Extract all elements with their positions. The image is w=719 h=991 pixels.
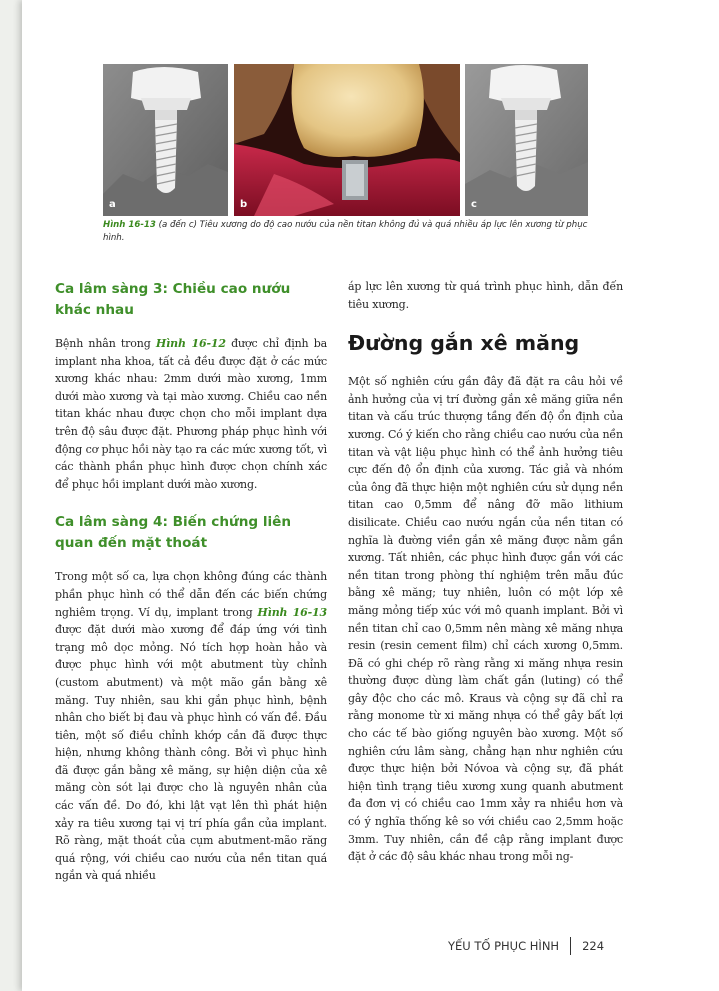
- section-heading-cement-line: Đường gắn xê măng: [348, 331, 580, 356]
- case4-text-before: Trong một số ca, lựa chọn không đúng các thành phần phục hình có thể dẫn đến các biến chứng nghiêm trọng. Ví dụ, implant trong: [55, 570, 327, 619]
- figure-panel-b-clinical-photo: [234, 64, 460, 216]
- panel-letter-a: a: [109, 199, 116, 210]
- panel-letter-c: c: [471, 199, 477, 210]
- panel-letter-b: b: [240, 199, 248, 210]
- caption-text: (a đến c) Tiêu xương do độ cao nướu của nền titan không đủ và quá nhiều áp lực lên xương từ phục hình.: [103, 220, 588, 243]
- right-column: [348, 278, 623, 866]
- case4-paragraph: [55, 568, 327, 885]
- case4-heading: Ca lâm sàng 4: Biến chứng liên quan đến mặt thoát: [55, 514, 292, 552]
- figure-caption: [103, 219, 588, 245]
- footer-divider: [570, 937, 571, 955]
- case3-heading: Ca lâm sàng 3: Chiều cao nướu khác nhau: [55, 281, 291, 318]
- case3-text-before: Bệnh nhân trong: [55, 337, 156, 350]
- page-footer: [448, 937, 604, 955]
- page-number: 224: [582, 939, 605, 953]
- figure-panel-a-radiograph: [103, 64, 228, 216]
- case3-figure-ref: Hình 16-12: [155, 337, 226, 350]
- continuation-paragraph: áp lực lên xương từ quá trình phục hình, dẫn đến tiêu xương.: [348, 280, 623, 311]
- case4-figure-ref: Hình 16-13: [257, 605, 328, 619]
- case4-text-after: được đặt dưới mào xương để đáp ứng với tình trạng mô dọc mỏng. Nó tích hợp hoàn hảo và được phục hình với một abutment tùy chỉnh (custom abutment) và một mão gắn bằng xê măng. Tuy nhiên, sau khi gắn phục hình, bệnh nhân cho biết bị đau và phục hình có vấn đề. Đầu tiên, một số điều chỉnh khớp cắn đã được thực hiện, nhưng không thành công. Bởi vì phục hình đã được gắn bằng xê măng, sự hiện diện của xê măng còn sót lại được cho là nguyên nhân của các vấn đề. Do đó, khi lật vạt lên thì phát hiện xảy ra tiêu xương tại vị trí phía gần của implant. Rõ ràng, mặt thoát của cụm abutment-mão răng quá rộng, với chiều cao nướu của nền titan quá ngắn và quá nhiều: [55, 623, 327, 883]
- case3-text-after: được chỉ định ba implant nha khoa, tất cả đều được đặt ở các mức xương khác nhau: 2mm dưới mào xương, 1mm dưới mào xương và tại mào xương. Chiều cao nền titan khác nhau được chọn cho mỗi implant dựa trên độ sâu được đặt. Phương pháp phục hình với động cơ phục hồi này tạo ra các mức xương tốt, vì các thành phần phục hình được chọn chính xác để phục hồi implant dưới mào xương.: [55, 337, 328, 491]
- chapter-title: YẾU TỐ PHỤC HÌNH: [448, 939, 560, 953]
- left-column: [55, 279, 327, 885]
- figure-panel-c-radiograph: [465, 64, 588, 216]
- cement-line-paragraph: Một số nghiên cứu gần đây đã đặt ra câu hỏi về ảnh hưởng của vị trí đường gắn xê măng giữa nền titan và cấu trúc thượng tầng đến độ ổn định của xương. Có ý kiến cho rằng chiều cao nướu của nền titan và vật liệu phục hình có thể ảnh hưởng tiêu cực đến độ ổn định của xương. Tác giả và nhóm của ông đã thực hiện một nghiên cứu sử dụng nền titan cao 0,5mm để nâng đỡ mão lithium disilicate. Chiều cao nướu ngắn của nền titan có nghĩa là đường viền gắn xê măng được nằm gần xương. Tất nhiên, các phục hình được gắn với các nền titan trong phòng thí nghiệm trên mẫu đúc bằng xê măng; tuy nhiên, luôn có một lớp xê măng mỏng tiếp xúc với mô quanh implant. Bởi vì nền titan chỉ cao 0,5mm nên màng xê măng nhựa resin (resin cement film) chỉ cách xương 0,5mm. Đã có ghi chép rõ ràng rằng xi măng nhựa resin thường được dùng làm chất gắn (luting) có thể gây độc cho các mô. Kraus và cộng sự đã chỉ ra rằng monome từ xi măng nhựa có thể gây bất lợi cho các tế bào giống nguyên bào xương. Một số nghiên cứu lâm sàng, chẳng hạn như nghiên cứu được thực hiện bởi Nóvoa và cộng sự, đã phát hiện tình trạng tiêu xương xung quanh abutment đa đơn vị có chiều cao 1mm xảy ra nhiều hơn và có ý nghĩa thống kê so với chiều cao 2,5mm hoặc 3mm. Tuy nhiên, cần đề cập rằng implant được đặt ở các độ sâu khác nhau trong mỗi ng-: [348, 375, 623, 864]
- case3-paragraph: [55, 335, 327, 493]
- caption-figure-ref: Hình 16-13: [103, 220, 156, 230]
